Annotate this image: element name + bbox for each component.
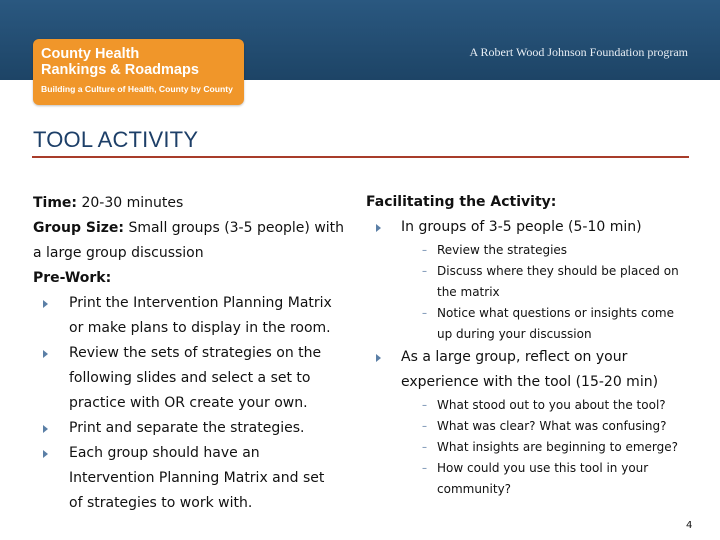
right-column xyxy=(366,190,696,500)
logo-line-1: County Health xyxy=(41,46,140,62)
facilitating-heading: Facilitating the Activity: xyxy=(366,194,557,210)
facilitation-bullet xyxy=(366,215,696,240)
prework-bullet xyxy=(33,291,353,341)
group-size-label: Group Size: xyxy=(33,220,124,236)
time-line xyxy=(33,191,353,216)
group-size-value: Small groups (3-5 people) with xyxy=(128,220,345,236)
sub-bullet-line: Notice what questions or insights come xyxy=(437,306,674,320)
slide-title: TOOL ACTIVITY xyxy=(33,127,199,152)
sub-bullet xyxy=(366,240,696,261)
dash-bullet-icon: – xyxy=(422,245,427,256)
sub-bullet xyxy=(366,437,696,458)
bullet-text-line: following slides and select a set to xyxy=(69,370,311,386)
prework-bullet xyxy=(33,441,353,516)
bullet-text-line: Print and separate the strategies. xyxy=(69,420,305,436)
sub-bullet-line: the matrix xyxy=(437,285,500,299)
group-size-line-2: a large group discussion xyxy=(33,245,204,261)
bullet-text-line: or make plans to display in the room. xyxy=(69,320,331,336)
sub-bullet-line: Discuss where they should be placed on xyxy=(437,264,679,278)
bullet-triangle-icon xyxy=(43,416,51,441)
dash-bullet-icon: – xyxy=(422,308,427,319)
sub-bullet xyxy=(366,458,696,500)
chrr-logo xyxy=(33,39,244,105)
prework-bullet xyxy=(33,341,353,416)
dash-bullet-icon: – xyxy=(422,442,427,453)
bullet-text-line: In groups of 3-5 people (5-10 min) xyxy=(401,219,642,235)
prework-label: Pre-Work: xyxy=(33,270,112,286)
facilitation-bullet xyxy=(366,345,696,395)
bullet-text-line: experience with the tool (15-20 min) xyxy=(401,374,659,390)
dash-bullet-icon: – xyxy=(422,463,427,474)
sub-bullet-line: Review the strategies xyxy=(437,243,568,257)
logo-line-2: Rankings & Roadmaps xyxy=(41,62,199,78)
bullet-triangle-icon xyxy=(376,215,381,240)
bullet-text-line: practice with OR create your own. xyxy=(69,395,308,411)
time-value: 20-30 minutes xyxy=(81,195,184,211)
sub-bullet xyxy=(366,395,696,416)
title-divider xyxy=(32,156,689,158)
dash-bullet-icon: – xyxy=(422,266,427,277)
bullet-triangle-icon xyxy=(376,345,381,370)
sub-bullet-line: What insights are beginning to emerge? xyxy=(437,440,679,454)
sub-bullet xyxy=(366,303,696,345)
sub-bullet-line: What was clear? What was confusing? xyxy=(437,419,667,433)
left-column xyxy=(33,191,353,516)
bullet-triangle-icon xyxy=(43,341,51,366)
logo-tagline: Building a Culture of Health, County by County xyxy=(41,84,233,94)
page-number: 4 xyxy=(686,520,693,531)
bullet-text-line: Review the sets of strategies on the xyxy=(69,345,322,361)
sub-bullet xyxy=(366,261,696,303)
dash-bullet-icon: – xyxy=(422,421,427,432)
prework-bullet xyxy=(33,416,353,441)
bullet-triangle-icon xyxy=(43,441,51,466)
time-label: Time: xyxy=(33,195,78,211)
sub-bullet-line: How could you use this tool in your xyxy=(437,461,649,475)
bullet-triangle-icon xyxy=(43,291,51,316)
group-size-line xyxy=(33,216,353,241)
sub-bullet-line: What stood out to you about the tool? xyxy=(437,398,666,412)
bullet-text-line: Each group should have an xyxy=(69,445,260,461)
bullet-text-line: of strategies to work with. xyxy=(69,495,253,511)
sub-bullet-line: up during your discussion xyxy=(437,327,592,341)
dash-bullet-icon: – xyxy=(422,400,427,411)
bullet-text-line: As a large group, reflect on your xyxy=(401,349,628,365)
bullet-text-line: Print the Intervention Planning Matrix xyxy=(69,295,332,311)
sub-bullet xyxy=(366,416,696,437)
rwjf-program-text: A Robert Wood Johnson Foundation program xyxy=(469,45,688,59)
bullet-text-line: Intervention Planning Matrix and set xyxy=(69,470,325,486)
sub-bullet-line: community? xyxy=(437,482,512,496)
